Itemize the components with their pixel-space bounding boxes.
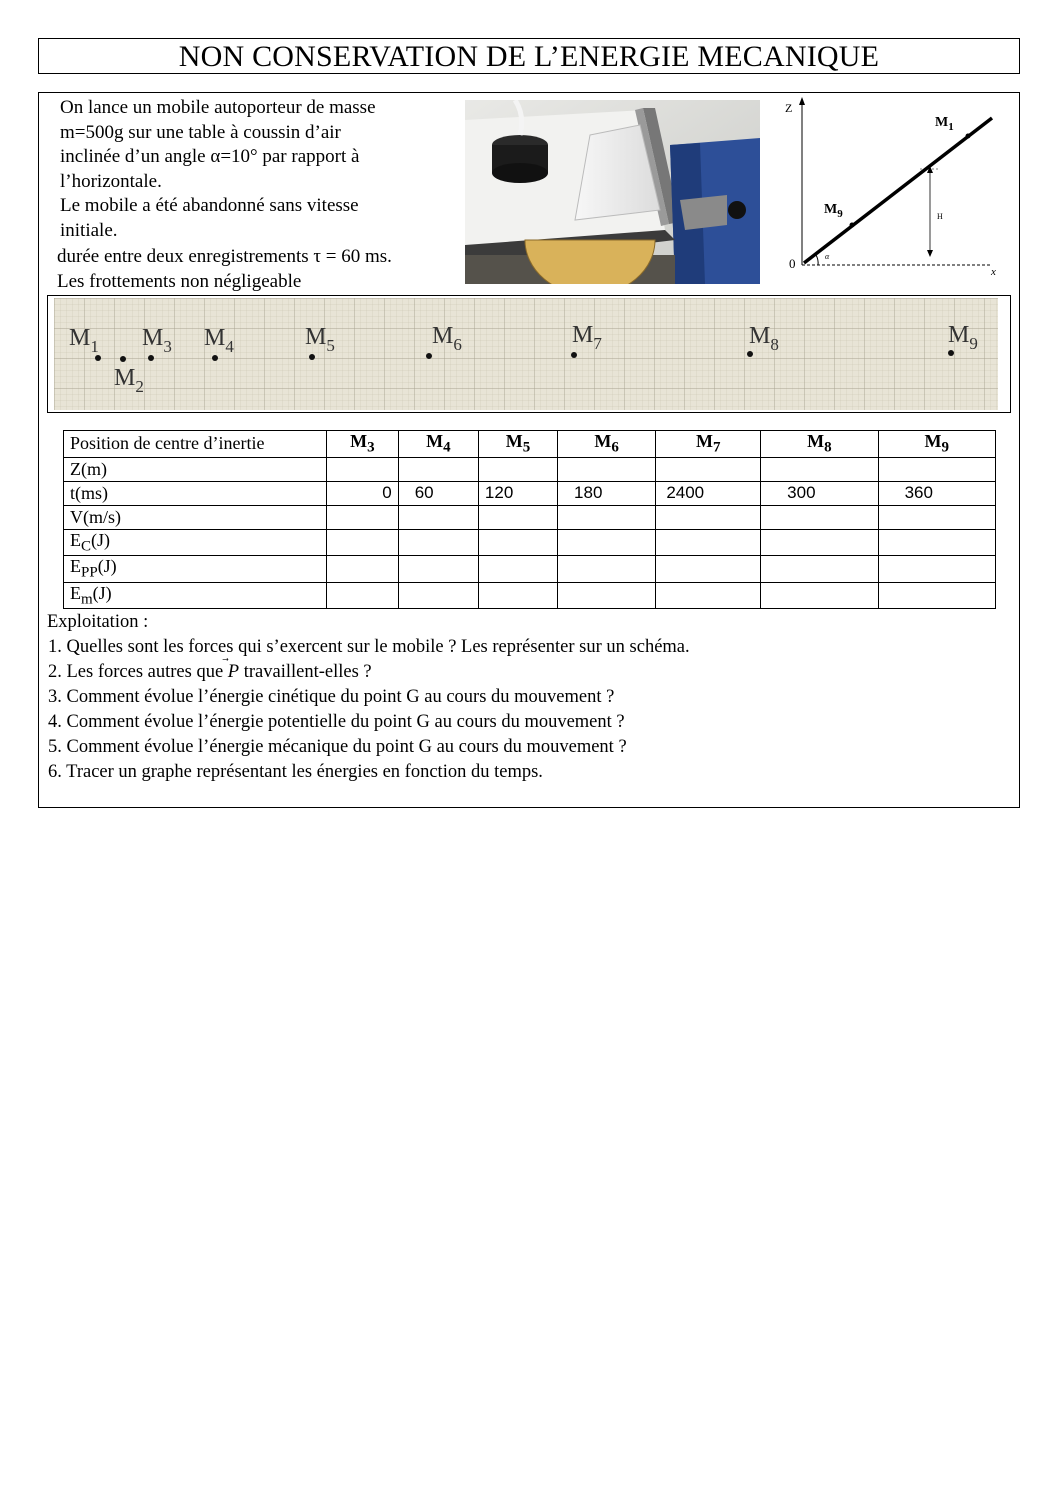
angle-arc <box>816 255 818 265</box>
intro-line: On lance un mobile autoporteur de masse <box>60 97 376 118</box>
arrow-down-icon <box>927 250 933 257</box>
origin-label: 0 <box>789 256 796 271</box>
table-cell[interactable] <box>478 529 557 556</box>
column-header: $M_6$ <box>558 431 656 458</box>
point-m3 <box>148 355 154 361</box>
table-cell[interactable] <box>478 505 557 529</box>
page-title: NON CONSERVATION DE L’ENERGIE MECANIQUE <box>38 38 1020 74</box>
intro-line: initiale. <box>60 219 118 241</box>
table-cell[interactable] <box>878 505 995 529</box>
question-3: 3. Comment évolue l’énergie cinétique du point G au cours du mouvement ? <box>48 687 615 707</box>
question-1: 1. Quelles sont les forces qui s’exercent sur le mobile ? Les représenter sur un schéma. <box>48 637 690 657</box>
table-cell: 360 <box>878 481 995 505</box>
point-m2 <box>120 356 126 362</box>
table-cell[interactable] <box>558 505 656 529</box>
table-cell[interactable] <box>398 582 478 609</box>
row-label: V(m/s) <box>64 505 327 529</box>
point-label-m1: $M_1$ <box>69 325 99 356</box>
label-m1: $M_1$ <box>935 115 954 133</box>
table-cell: 120 <box>478 481 557 505</box>
table-cell[interactable] <box>478 556 557 583</box>
table-cell[interactable] <box>656 582 761 609</box>
table-cell: 60 <box>398 481 478 505</box>
x-axis-label: x <box>991 266 996 278</box>
table-cell[interactable] <box>327 556 399 583</box>
row-label: $E_C(J)$ <box>64 529 327 556</box>
table-cell: 300 <box>761 481 878 505</box>
point-label-m8: $M_8$ <box>749 323 779 354</box>
table-cell[interactable] <box>398 556 478 583</box>
intro-text <box>57 96 460 294</box>
table-cell[interactable] <box>761 505 878 529</box>
column-header: $M_7$ <box>656 431 761 458</box>
point-m7 <box>571 352 577 358</box>
angle-label: α <box>825 252 830 261</box>
table-cell[interactable] <box>558 457 656 481</box>
table-cell[interactable] <box>327 529 399 556</box>
column-header: $M_9$ <box>878 431 995 458</box>
point-m9 <box>948 350 954 356</box>
table-cell: 180 <box>558 481 656 505</box>
air-table-photo <box>465 100 760 284</box>
question-2: 2. Les forces autres que P travaillent-elles ? <box>48 660 1007 685</box>
intro-line: durée entre deux enregistrements τ = 60 ms. <box>57 246 392 267</box>
table-cell[interactable] <box>398 457 478 481</box>
table-cell[interactable] <box>656 529 761 556</box>
point-label-m7: $M_7$ <box>572 322 602 353</box>
intro-line: Le mobile a été abandonné sans vitesse <box>60 195 359 216</box>
exploitation-heading: Exploitation : <box>47 612 149 632</box>
z-axis-label: Z <box>785 101 793 115</box>
row-label: t(ms) <box>64 481 327 505</box>
table-cell[interactable] <box>878 556 995 583</box>
column-header: $M_5$ <box>478 431 557 458</box>
table-row <box>64 457 996 481</box>
point-m5 <box>309 354 315 360</box>
table-cell[interactable] <box>398 529 478 556</box>
recording-tape <box>54 298 998 410</box>
table-cell[interactable] <box>656 457 761 481</box>
table-cell[interactable] <box>558 582 656 609</box>
table-cell[interactable] <box>327 582 399 609</box>
column-header: $M_8$ <box>761 431 878 458</box>
table-cell[interactable] <box>878 582 995 609</box>
table-header-row <box>64 431 996 458</box>
table-cell[interactable] <box>478 582 557 609</box>
height-label: H <box>937 212 943 221</box>
table-cell[interactable] <box>761 529 878 556</box>
table-row <box>64 481 996 505</box>
table-cell: 0 <box>327 481 399 505</box>
intro-line: Les frottements non négligeable <box>57 270 302 292</box>
inclined-plane-diagram <box>780 95 1005 285</box>
table-row <box>64 505 996 529</box>
table-cell[interactable] <box>761 457 878 481</box>
point-label-m3: $M_3$ <box>142 325 172 356</box>
row-label: $E_m(J)$ <box>64 582 327 609</box>
table-header-label: Position de centre d’inertie <box>64 431 327 458</box>
incline-track <box>804 118 992 263</box>
point-label-m2: $M_2$ <box>114 365 144 396</box>
table-cell[interactable] <box>478 457 557 481</box>
point-label-m9: $M_9$ <box>948 322 978 353</box>
exploitation-section <box>47 610 1007 785</box>
table-cell[interactable] <box>761 556 878 583</box>
point-label-m4: $M_4$ <box>204 325 234 356</box>
point-m1 <box>966 134 971 139</box>
table-cell[interactable] <box>656 556 761 583</box>
table-row <box>64 582 996 609</box>
table-cell[interactable] <box>878 457 995 481</box>
table-cell: 2400 <box>656 481 761 505</box>
point-m8 <box>747 351 753 357</box>
question-4: 4. Comment évolue l’énergie potentielle du point G au cours du mouvement ? <box>48 712 625 732</box>
table-cell[interactable] <box>761 582 878 609</box>
table-cell[interactable] <box>558 529 656 556</box>
column-header: $M_3$ <box>327 431 399 458</box>
table-cell[interactable] <box>656 505 761 529</box>
measurement-table <box>63 430 996 609</box>
column-header: $M_4$ <box>398 431 478 458</box>
point-label-m6: $M_6$ <box>432 323 462 354</box>
table-cell[interactable] <box>327 457 399 481</box>
vector-p: P <box>227 662 240 682</box>
point-m9 <box>850 223 855 228</box>
row-label: Z(m) <box>64 457 327 481</box>
table-cell[interactable] <box>398 505 478 529</box>
point-m6 <box>426 353 432 359</box>
point-label-m5: $M_5$ <box>305 324 335 355</box>
table-cell[interactable] <box>878 529 995 556</box>
row-label: $E_{PP}(J)$ <box>64 556 327 583</box>
table-row <box>64 556 996 583</box>
question-6: 6. Tracer un graphe représentant les énergies en fonction du temps. <box>48 762 543 782</box>
z-axis-arrow-icon <box>799 97 805 105</box>
label-m9: $M_9$ <box>824 202 843 220</box>
intro-line: m=500g sur une table à coussin d’air <box>60 121 341 143</box>
table-row <box>64 529 996 556</box>
intro-line: inclinée d’un angle α=10° par rapport à <box>60 146 360 167</box>
table-cell[interactable] <box>327 505 399 529</box>
point-m4 <box>212 355 218 361</box>
table-cell[interactable] <box>558 556 656 583</box>
question-5: 5. Comment évolue l’énergie mécanique du point G au cours du mouvement ? <box>48 737 627 757</box>
intro-line: l’horizontale. <box>60 170 162 192</box>
